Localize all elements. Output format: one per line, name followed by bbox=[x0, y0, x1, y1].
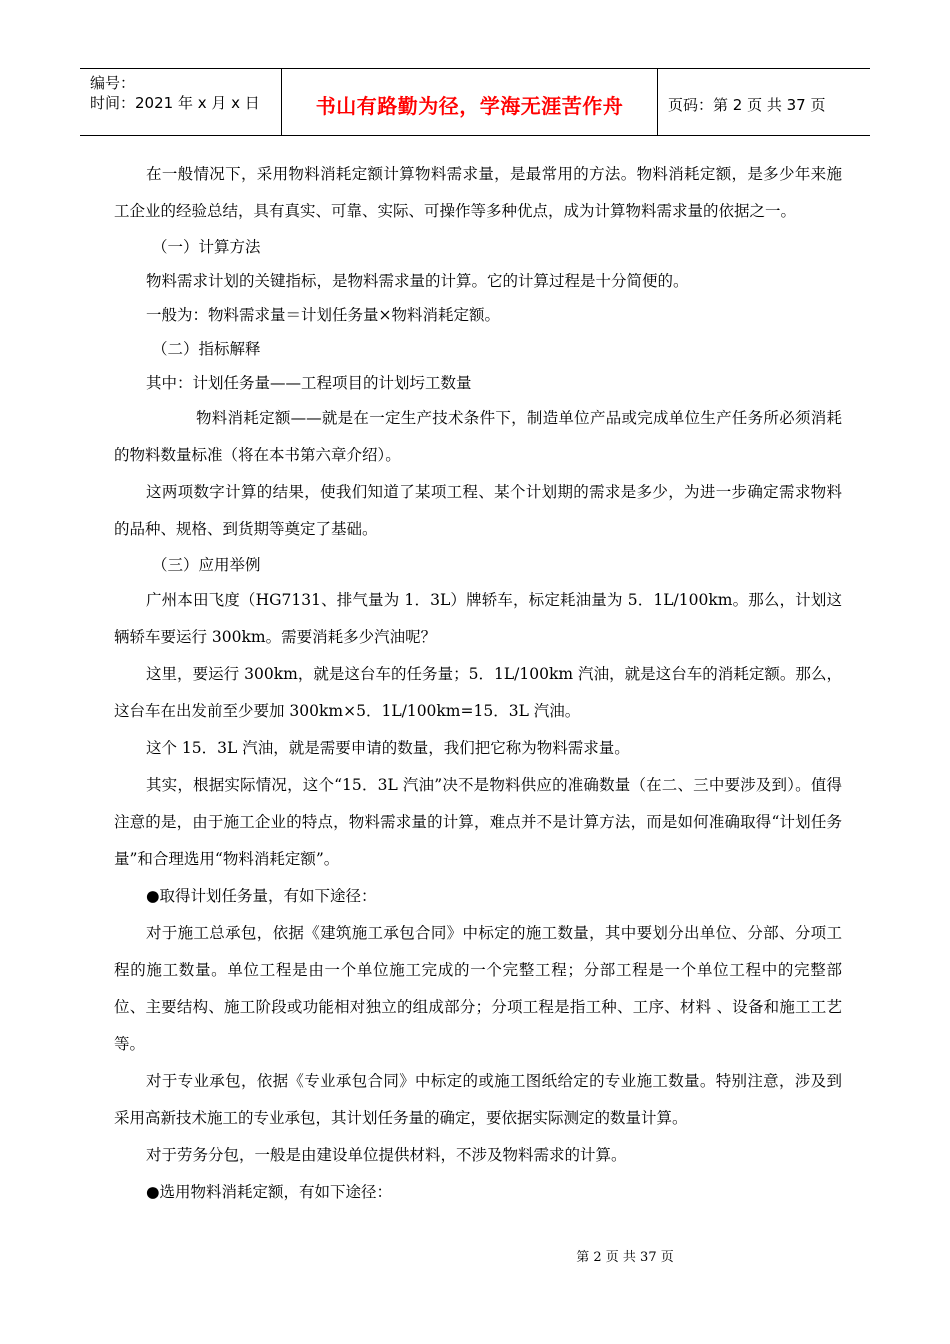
header-motto-cell bbox=[282, 69, 658, 135]
motto-text: 书山有路勤为径，学海无涯苦作舟 bbox=[315, 93, 624, 118]
page-footer bbox=[0, 1246, 950, 1265]
bullet-obtain-task: ●取得计划任务量，有如下途径： bbox=[146, 887, 377, 905]
paragraph-intro: 在一般情况下，采用物料消耗定额计算物料需求量，是最常用的方法。物料消耗定额，是多少年来施工企业的经验总结，具有真实、可靠、实际、可操作等多种优点，成为计算物料需求量的依据之一。 bbox=[114, 165, 842, 220]
paragraph-example-car: 广州本田飞度（HG7131、排气量为 1．3L）牌轿车，标定耗油量为 5．1L/100km。那么，计划这辆轿车要运行 300km。需要消耗多少汽油呢？ bbox=[114, 591, 842, 646]
paragraph-consumption-quota: 物料消耗定额——就是在一定生产技术条件下，制造单位产品或完成单位生产任务所必须消耗的物料数量标准（将在本书第六章介绍）。 bbox=[114, 409, 842, 464]
section-heading-calc-method: （一）计算方法 bbox=[152, 238, 261, 256]
date-label: 时间：2021 年 x 月 x 日 bbox=[90, 94, 260, 112]
bullet-select-quota: ●选用物料消耗定额，有如下途径： bbox=[146, 1183, 393, 1201]
section-heading-indicator-explain: （二）指标解释 bbox=[152, 340, 261, 358]
paragraph-general-contract: 对于施工总承包，依据《建筑施工承包合同》中标定的施工数量，其中要划分出单位、分部、分项工程的施工数量。单位工程是由一个单位施工完成的一个完整工程；分部工程是一个单位工程中的完整部位、主要结构、施工阶段或功能相对独立的组成部分；分项工程是指工种、工序、材料 、设备和施工工艺等。 bbox=[114, 924, 842, 1053]
paragraph-calc-result: 这两项数字计算的结果，使我们知道了某项工程、某个计划期的需求是多少，为进一步确定需求物料的品种、规格、到货期等奠定了基础。 bbox=[114, 483, 842, 538]
paragraph-formula: 一般为：物料需求量＝计划任务量×物料消耗定额。 bbox=[146, 306, 500, 324]
paragraph-example-calc: 这里，要运行 300km，就是这台车的任务量；5．1L/100km 汽油，就是这台车的消耗定额。那么，这台车在出发前至少要加 300km×5．1L/100km=15．3L 汽油。 bbox=[114, 665, 842, 720]
header-page-cell bbox=[658, 69, 870, 135]
paragraph-demand-quantity: 这个 15．3L 汽油，就是需要申请的数量，我们把它称为物料需求量。 bbox=[146, 739, 630, 757]
paragraph-key-indicator: 物料需求计划的关键指标，是物料需求量的计算。它的计算过程是十分简便的。 bbox=[146, 272, 689, 290]
header-table bbox=[80, 68, 870, 136]
paragraph-actual-situation: 其实，根据实际情况，这个“15．3L 汽油”决不是物料供应的准确数量（在二、三中要涉及到）。值得注意的是，由于施工企业的特点，物料需求量的计算，难点并不是计算方法，而是如何准确取得“计划任务量”和合理选用“物料消耗定额”。 bbox=[114, 776, 842, 868]
serial-label: 编号： bbox=[90, 74, 136, 92]
paragraph-labor-subcontract: 对于劳务分包，一般是由建设单位提供材料，不涉及物料需求的计算。 bbox=[146, 1146, 627, 1164]
section-heading-example: （三）应用举例 bbox=[152, 556, 261, 574]
paragraph-planned-task: 其中：计划任务量——工程项目的计划圬工数量 bbox=[146, 374, 472, 392]
page-info: 页码：第 2 页 共 37 页 bbox=[668, 95, 826, 114]
document-body bbox=[114, 156, 842, 1211]
footer-page-number: 第 2 页 共 37 页 bbox=[576, 1250, 674, 1265]
paragraph-specialty-contract: 对于专业承包，依据《专业承包合同》中标定的或施工图纸给定的专业施工数量。特别注意，涉及到采用高新技术施工的专业承包，其计划任务量的确定，要依据实际测定的数量计算。 bbox=[114, 1072, 842, 1127]
header-meta-cell bbox=[80, 69, 282, 135]
